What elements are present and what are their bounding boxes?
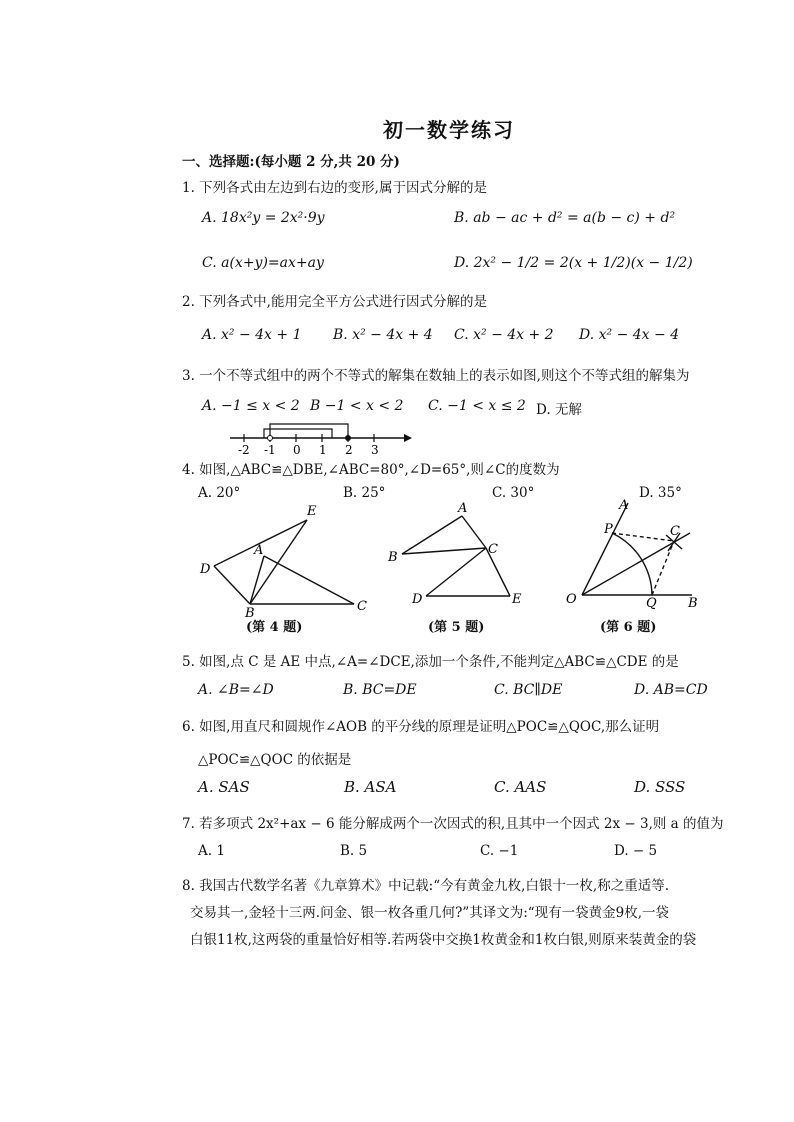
question-stem: 6. 如图,用直尺和圆规作∠AOB 的平分线的原理是证明△POC≌△QOC,那么证明 bbox=[182, 719, 660, 735]
figure-6 bbox=[562, 495, 712, 613]
point-label: D bbox=[200, 562, 211, 577]
option-d: D. − 5 bbox=[614, 843, 658, 859]
option-b: B. 25° bbox=[343, 485, 386, 501]
tick-label: 1 bbox=[319, 443, 327, 457]
option-b: B −1 < x < 2 bbox=[310, 398, 404, 414]
option-b: B. ab − ac + d² = a(b − c) + d² bbox=[454, 210, 676, 226]
question-stem: 4. 如图,△ABC≌△DBE,∠ABC=80°,∠D=65°,则∠C的度数为 bbox=[182, 462, 560, 478]
point-label: E bbox=[512, 592, 522, 607]
option-a: A. SAS bbox=[198, 778, 250, 796]
option-d: D. AB=CD bbox=[634, 682, 708, 698]
option-b: B. 5 bbox=[340, 843, 368, 859]
point-label: Q bbox=[646, 596, 657, 611]
question-stem: 5. 如图,点 C 是 AE 中点,∠A=∠DCE,添加一个条件,不能判定△ABC≌△CDE 的是 bbox=[182, 654, 679, 670]
point-label: C bbox=[670, 524, 680, 539]
figure-4-caption: (第 4 题) bbox=[246, 620, 303, 635]
point-label: B bbox=[388, 550, 398, 565]
point-label: A bbox=[254, 543, 264, 558]
option-a: A. 1 bbox=[198, 843, 225, 859]
option-d: D. 无解 bbox=[536, 402, 582, 418]
page-title: 初一数学练习 bbox=[383, 118, 515, 142]
question-text-line: 白银11枚,这两袋的重量恰好相等.若两袋中交换1枚黄金和1枚白银,则原来装黄金的袋 bbox=[190, 932, 697, 948]
point-label: C bbox=[357, 599, 367, 614]
tick-label: 3 bbox=[371, 443, 379, 457]
option-d: D. x² − 4x − 4 bbox=[579, 327, 680, 343]
option-a: A. −1 ≤ x < 2 bbox=[202, 398, 300, 414]
option-c: C. a(x+y)=ax+ay bbox=[202, 255, 324, 271]
option-d: D. 2x² − 1/2 = 2(x + 1/2)(x − 1/2) bbox=[454, 255, 693, 271]
option-b: B. x² − 4x + 4 bbox=[333, 327, 433, 343]
question-text-line: 8. 我国古代数学名著《九章算术》中记载:“今有黄金九枚,白银十一枚,称之重适等. bbox=[182, 878, 669, 894]
option-a: A. x² − 4x + 1 bbox=[202, 327, 302, 343]
tick-label: -2 bbox=[238, 443, 250, 457]
option-c: C. BC∥DE bbox=[494, 682, 563, 698]
point-label: P bbox=[604, 522, 613, 537]
option-c: C. AAS bbox=[494, 778, 547, 796]
tick-label: 0 bbox=[293, 443, 301, 457]
point-label: A bbox=[619, 498, 629, 513]
question-text-line: 交易其一,金轻十三两.问金、银一枚各重几何?”其译文为:“现有一袋黄金9枚,一袋 bbox=[190, 905, 670, 921]
question-stem: 7. 若多项式 2x²+ax − 6 能分解成两个一次因式的积,且其中一个因式 2x − 3,则 a 的值为 bbox=[182, 816, 724, 832]
option-a: A. ∠B=∠D bbox=[198, 682, 274, 698]
point-label: A bbox=[458, 501, 468, 516]
point-label: D bbox=[412, 592, 423, 607]
option-c: C. −1 bbox=[480, 843, 519, 859]
option-c: C. 30° bbox=[492, 485, 535, 501]
option-a: A. 20° bbox=[198, 485, 241, 501]
option-d: D. SSS bbox=[634, 778, 686, 796]
figure-5-caption: (第 5 题) bbox=[428, 620, 485, 635]
figure-6-caption: (第 6 题) bbox=[600, 620, 657, 635]
figure-4 bbox=[192, 500, 377, 620]
section-heading: 一、选择题:(每小题 2 分,共 20 分) bbox=[182, 154, 400, 170]
tick-label: -1 bbox=[264, 443, 276, 457]
question-stem-cont: △POC≌△QOC 的依据是 bbox=[198, 752, 352, 768]
point-label: C bbox=[488, 542, 498, 557]
option-d: D. 35° bbox=[639, 485, 682, 501]
option-c: C. −1 < x ≤ 2 bbox=[428, 398, 526, 414]
option-a: A. 18x²y = 2x²·9y bbox=[202, 210, 325, 226]
question-stem: 2. 下列各式中,能用完全平方公式进行因式分解的是 bbox=[182, 294, 487, 310]
number-line-figure bbox=[228, 420, 413, 460]
option-b: B. ASA bbox=[344, 778, 397, 796]
option-b: B. BC=DE bbox=[343, 682, 417, 698]
point-label: B bbox=[245, 606, 255, 620]
option-c: C. x² − 4x + 2 bbox=[454, 327, 554, 343]
question-stem: 1. 下列各式由左边到右边的变形,属于因式分解的是 bbox=[182, 180, 487, 196]
point-label: O bbox=[566, 592, 577, 607]
point-label: E bbox=[307, 504, 317, 519]
figure-5 bbox=[382, 500, 532, 612]
question-stem: 3. 一个不等式组中的两个不等式的解集在数轴上的表示如图,则这个不等式组的解集为 bbox=[182, 368, 690, 384]
tick-label: 2 bbox=[345, 443, 353, 457]
point-label: B bbox=[688, 596, 698, 611]
